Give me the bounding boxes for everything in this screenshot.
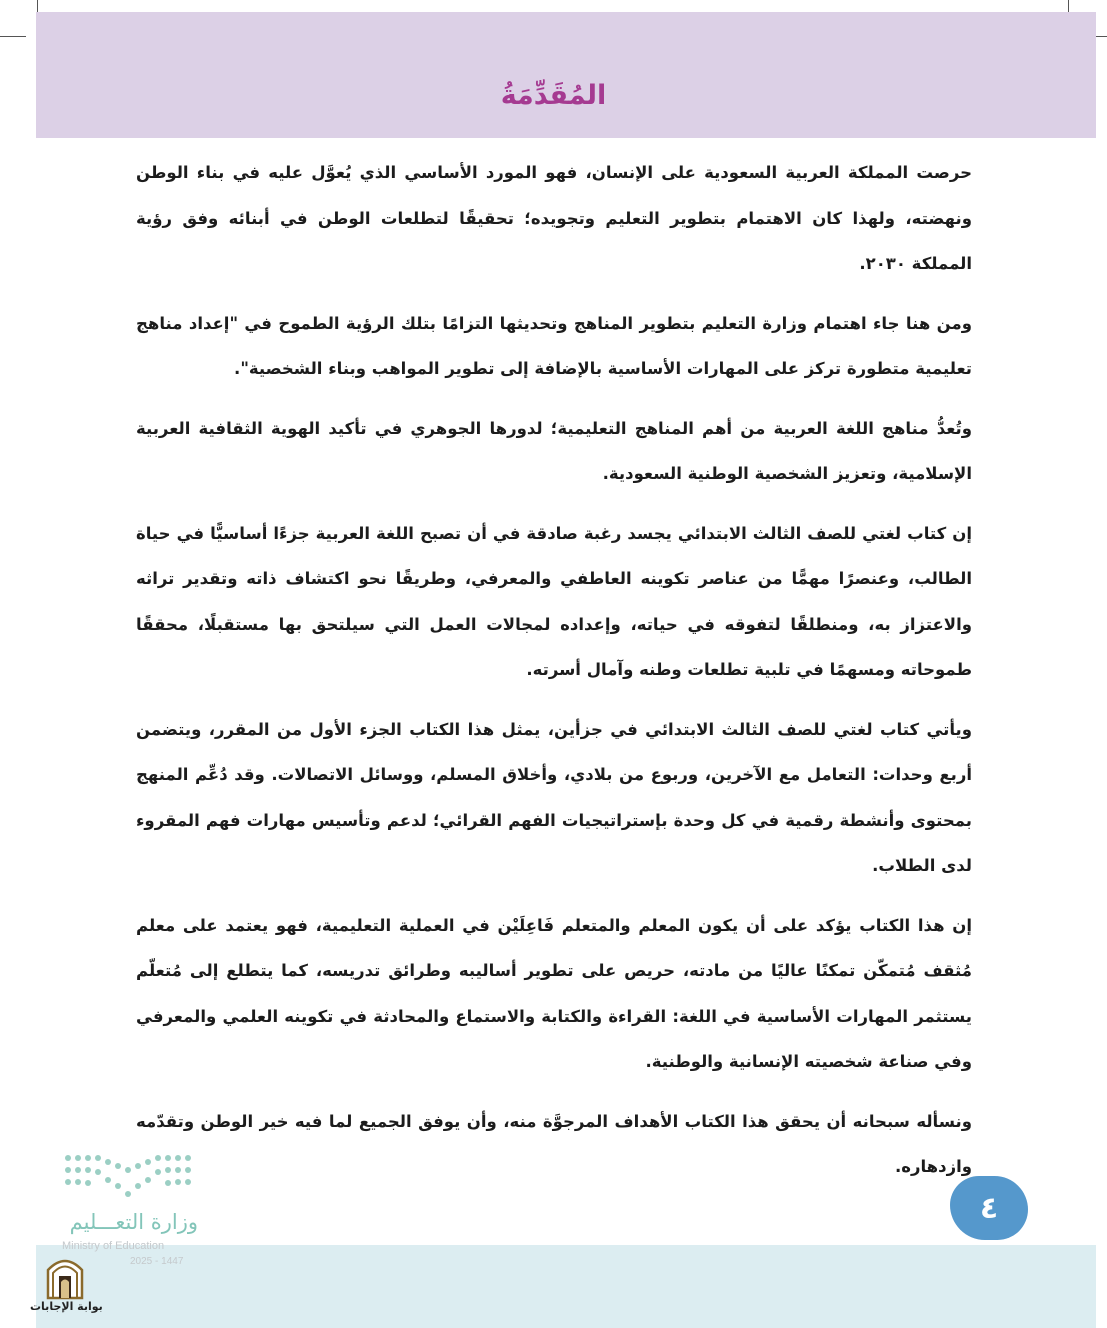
ministry-name-arabic: وزارة التعـــليم	[69, 1210, 198, 1234]
paragraph: إن كتاب لغتي للصف الثالث الابتدائي يجسد رغبة صادقة في أن تصبح اللغة العربية جزءًا أساسيًّا في حياة الطالب، وعنصرًا مهمًّا من عناصر تكوينه العاطفي والمعرفي، وطريقًا نحو اكتشاف ذاته وتقدير تراثه والاعتزاز به، ومنطلقًا لتفوقه في حياته، وإعداده لمجالات العمل التي سيلتحق بها مستقبلًا، محققًا طموحاته ومسهمًا في تلبية تطلعات وطنه وآمال أسرته.	[136, 523, 972, 679]
watermark-building-icon	[44, 1256, 86, 1300]
paragraph: ونسأله سبحانه أن يحقق هذا الكتاب الأهداف المرجوَّة منه، وأن يوفق الجميع لما فيه خير الوطن وتقدّمه وازدهاره.	[136, 1111, 972, 1176]
watermark-label: بوابة الإجابات	[30, 1300, 103, 1313]
paragraph: إن هذا الكتاب يؤكد على أن يكون المعلم والمتعلم فَاعِلَيْن في العملية التعليمية، فهو يعتمد على معلم مُثقف مُتمكّن تمكنًا عاليًا من مادته، حريص على تطوير أساليبه وطرائق تدريسه، كما يتطلع إلى مُتعلّم يستثمر المهارات الأساسية في اللغة: القراءة والكتابة والاستماع والمحادثة في تكوينه العلمي والمعرفي وفي صناعة شخصيته الإنسانية والوطنية.	[136, 915, 972, 1071]
paragraph: حرصت المملكة العربية السعودية على الإنسان، فهو المورد الأساسي الذي يُعوَّل عليه في بناء الوطن ونهضته، ولهذا كان الاهتمام بتطوير التعليم وتجويده؛ تحقيقًا لتطلعات الوطن في أبنائه وفق رؤية المملكة ٢٠٣٠.	[136, 163, 972, 273]
ministry-logo-dots-icon	[62, 1152, 198, 1202]
paragraph: وتُعدُّ مناهج اللغة العربية من أهم المناهج التعليمية؛ لدورها الجوهري في تأكيد الهوية الثقافية العربية الإسلامية، وتعزيز الشخصية الوطنية السعودية.	[136, 418, 972, 483]
crop-mark	[0, 36, 26, 37]
edition-year: 2025 - 1447	[130, 1256, 184, 1267]
page-number-badge: ٤	[950, 1176, 1028, 1240]
ministry-logo	[58, 1152, 208, 1272]
paragraph: ومن هنا جاء اهتمام وزارة التعليم بتطوير المناهج وتحديثها التزامًا بتلك الرؤية الطموح في "إعداد مناهج تعليمية متطورة تركز على المهارات الأساسية بالإضافة إلى تطوير المواهب وبناء الشخصية".	[136, 313, 972, 378]
paragraph: ويأتي كتاب لغتي للصف الثالث الابتدائي في جزأين، يمثل هذا الكتاب الجزء الأول من المقرر، ويتضمن أربع وحدات: التعامل مع الآخرين، وربوع من بلادي، وأخلاق المسلم، ووسائل الاتصالات. وقد دُعِّم المنهج بمحتوى وأنشطة رقمية في كل وحدة بإستراتيجيات الفهم القرائي؛ لدعم وتأسيس مهارات فهم المقروء لدى الطلاب.	[136, 719, 972, 875]
ministry-name-english: Ministry of Education	[62, 1240, 165, 1252]
page-title: المُقَدِّمَةُ	[500, 80, 607, 111]
header-band	[36, 12, 1096, 138]
intro-text	[136, 150, 972, 1204]
